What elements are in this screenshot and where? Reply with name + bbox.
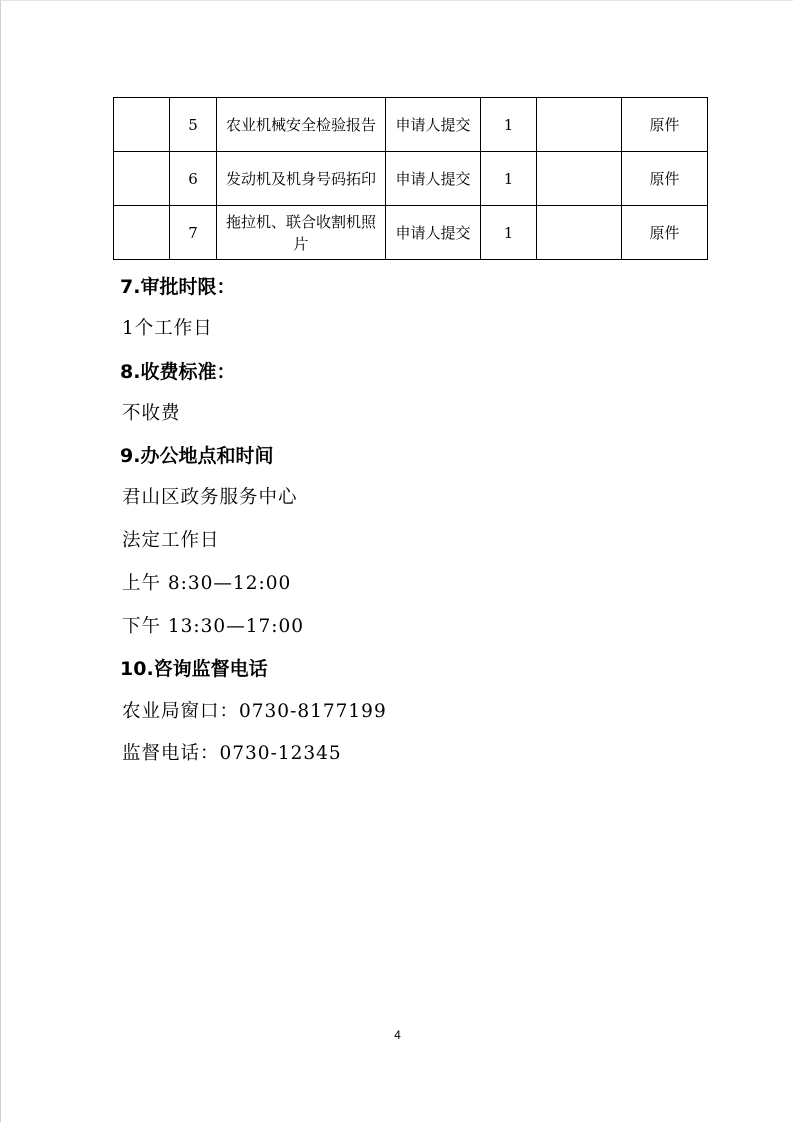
table-cell-source: 申请人提交 — [386, 98, 481, 152]
table-cell-material-name: 农业机械安全检验报告 — [217, 98, 386, 152]
office-hours-morning: 上午 8:30—12:00 — [122, 573, 292, 594]
approval-time-text: 1个工作日 — [122, 318, 213, 339]
office-days: 法定工作日 — [122, 530, 220, 551]
table-cell-source: 申请人提交 — [386, 206, 481, 260]
contact-heading: 10.咨询监督电话 — [120, 658, 268, 680]
materials-table — [113, 97, 708, 260]
table-cell-index — [114, 152, 170, 206]
table-cell-form: 原件 — [622, 206, 708, 260]
office-hours-afternoon: 下午 13:30—17:00 — [122, 616, 305, 637]
table-cell-index — [114, 98, 170, 152]
table-cell-material-name: 发动机及机身号码拓印 — [217, 152, 386, 206]
table-row — [114, 206, 708, 260]
office-heading: 9.办公地点和时间 — [120, 445, 274, 467]
consult-phone: 农业局窗口：0730-8177199 — [122, 701, 387, 722]
table-cell-number: 7 — [170, 206, 217, 260]
table-cell-copies: 1 — [481, 206, 537, 260]
table-cell-source: 申请人提交 — [386, 152, 481, 206]
page-number: 4 — [394, 1028, 401, 1042]
table-cell-copies: 1 — [481, 152, 537, 206]
table-cell-notes — [537, 152, 622, 206]
table-cell-number: 6 — [170, 152, 217, 206]
supervise-phone: 监督电话：0730-12345 — [122, 743, 342, 764]
approval-time-heading: 7.审批时限： — [120, 276, 236, 298]
table-cell-index — [114, 206, 170, 260]
table-cell-notes — [537, 206, 622, 260]
table-row — [114, 152, 708, 206]
table-cell-form: 原件 — [622, 152, 708, 206]
fee-heading: 8.收费标准： — [120, 361, 236, 383]
fee-text: 不收费 — [122, 403, 181, 424]
table-cell-number: 5 — [170, 98, 217, 152]
office-location: 君山区政务服务中心 — [122, 487, 298, 508]
table-cell-notes — [537, 98, 622, 152]
table-cell-material-name: 拖拉机、联合收割机照片 — [217, 206, 386, 260]
table-cell-copies: 1 — [481, 98, 537, 152]
table-cell-form: 原件 — [622, 98, 708, 152]
table-row — [114, 98, 708, 152]
